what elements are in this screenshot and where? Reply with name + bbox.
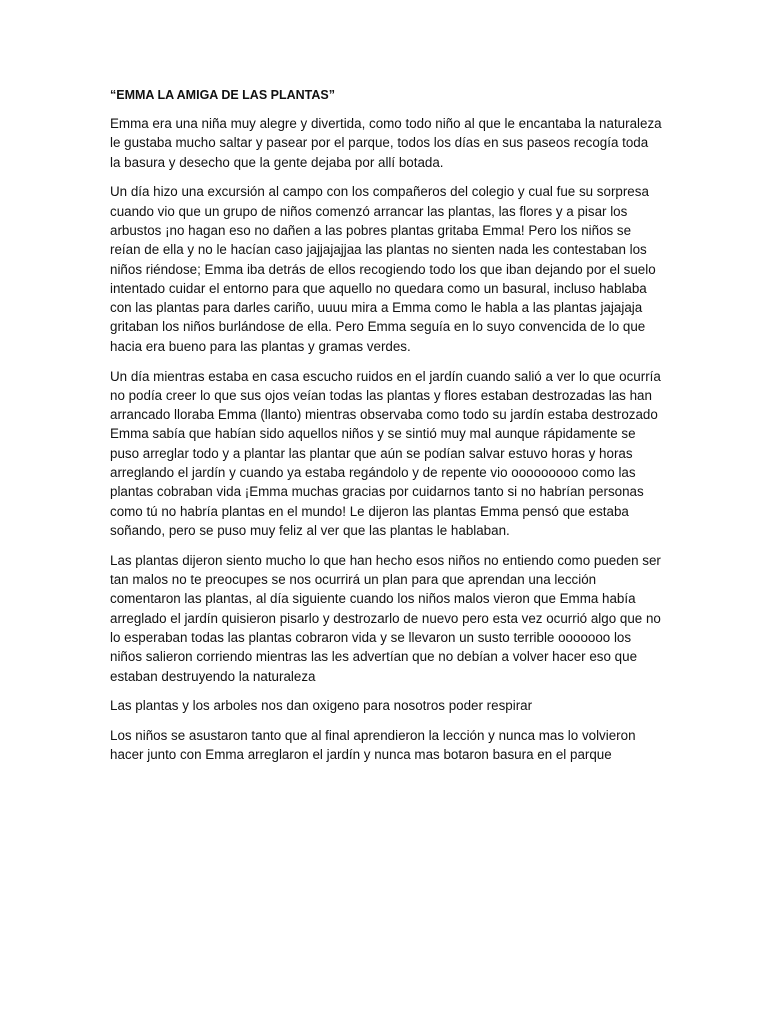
paragraph-5: Las plantas y los arboles nos dan oxigeno para nosotros poder respirar (110, 698, 533, 714)
document-title: “EMMA LA AMIGA DE LAS PLANTAS” (110, 88, 335, 102)
paragraph-3: Un día mientras estaba en casa escucho ruidos en el jardín cuando salió a ver lo que ocurría no podía creer lo que sus ojos veían todas las plantas y flores estaban destrozadas las han arrancado lloraba Emma (llanto) mientras observaba como todo su jardín estaba destrozado Emma sabía que habían sido aquellos niños y se sintió muy mal aunque rápidamente se puso arreglar todo y a plantar las plantar que aún se podían salvar estuvo horas y horas arreglando el jardín y cuando ya estaba regándolo y de repente vio ooooooooo como las plantas cobraban vida ¡Emma muchas gracias por cuidarnos tanto si no habrían personas como tú no habría plantas en el mundo! Le dijeron las plantas Emma pensó que estaba soñando, pero se puso muy feliz al ver que las plantas le hablaban. (110, 368, 661, 538)
paragraph-2: Un día hizo una excursión al campo con los compañeros del colegio y cual fue su sorpresa cuando vio que un grupo de niños comenzó arrancar las plantas, las flores y a pisar los arbustos ¡no hagan eso no dañen a las pobres plantas gritaba Emma! Pero los niños se reían de ella y no le hacían caso jajjajajjaa las plantas no sienten nada les contestaban los niños riéndose; Emma iba detrás de ellos recogiendo todo los que iban dejando por el suelo intentado cuidar el entorno para que aquello no quedara como un basural, incluso hablaba con las plantas para darles cariño, uuuu mira a Emma como le habla a las plantas jajajaja gritaban los niños burlándose de ella. Pero Emma seguía en lo suyo convencida de lo que hacia era bueno para las plantas y gramas verdes. (110, 184, 656, 354)
document-body (110, 86, 662, 775)
paragraph-6: Los niños se asustaron tanto que al final aprendieron la lección y nunca mas lo volvieron hacer junto con Emma arreglaron el jardín y nunca mas botaron basura en el parque (110, 728, 636, 763)
paragraph-4: Las plantas dijeron siento mucho lo que han hecho esos niños no entiendo como pueden ser tan malos no te preocupes se nos ocurrirá un plan para que aprendan una lección comentaron las plantas, al día siguiente cuando los niños malos vieron que Emma había arreglado el jardín quisieron pisarlo y destrozarlo de nuevo pero esta vez ocurrió algo que no lo esperaban todas las plantas cobraron vida y se llevaron un susto terrible ooooooo los niños salieron corriendo mientras las les advertían que no debían a volver hacer eso que estaban destruyendo la naturaleza (110, 552, 661, 684)
paragraph-1: Emma era una niña muy alegre y divertida, como todo niño al que le encantaba la naturaleza le gustaba mucho saltar y pasear por el parque, todos los días en sus paseos recogía toda la basura y desecho que la gente dejaba por allí botada. (110, 116, 662, 170)
